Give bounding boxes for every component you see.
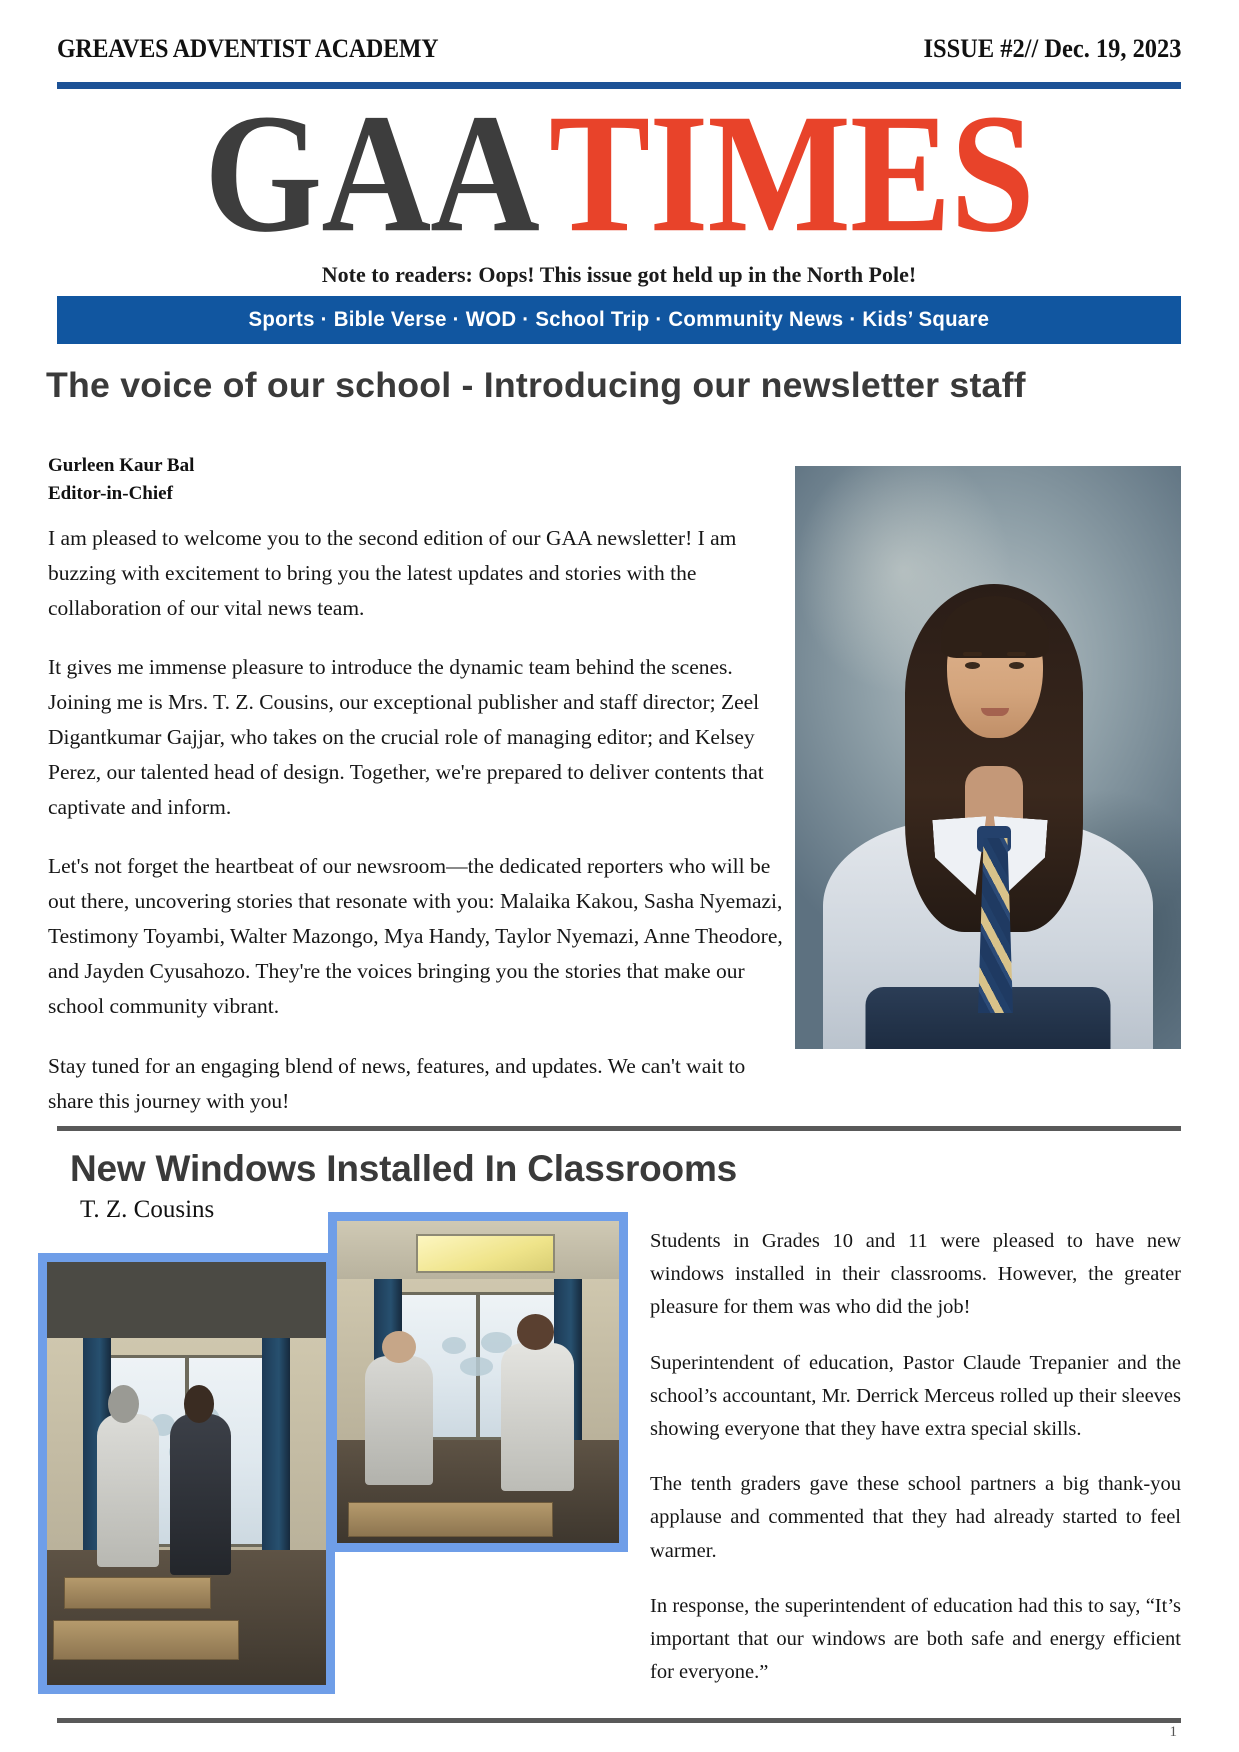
scene-person-a [365,1356,433,1485]
portrait-eye-right [1009,662,1024,669]
article2-photo-left-image [47,1262,326,1685]
section-nav-items: Sports · Bible Verse · WOD · School Trip · Community News · Kids’ Square [248,308,990,331]
scene-snow [460,1357,493,1375]
classroom-scene-right [337,1221,619,1543]
article1-byline-role: Editor-in-Chief [48,482,173,504]
scene-person-b [170,1414,231,1575]
article2-body-column [650,1225,1181,1711]
portrait-striped-tie [978,838,1013,1013]
article2-paragraph: Superintendent of education, Pastor Claude Trepanier and the school’s accountant, Mr. Derrick Merceus rolled up their sleeves showing everyone that they have extra special skills. [650,1351,1181,1441]
portrait-eye-left [965,662,980,669]
article2-paragraph: The tenth graders gave these school partners a big thank-you applause and commented that they had already started to feel warmer. [650,1473,1181,1562]
article2-paragraph: Students in Grades 10 and 11 were pleased to have new windows installed in their classrooms. However, the greater pleasure for them was who did the job! [650,1230,1181,1319]
article2-headline: New Windows Installed In Classrooms [70,1148,738,1189]
portrait-mouth [981,708,1009,716]
article1-portrait-photo [795,466,1181,1049]
article1-paragraph: Stay tuned for an engaging blend of news, features, and updates. We can't wait to share this journey with you! [48,1053,746,1113]
article2-photo-right-image [337,1221,619,1543]
scene-person-b-head [184,1385,215,1423]
school-name: GREAVES ADVENTIST ACADEMY [57,34,439,63]
article2-byline-name: T. Z. Cousins [80,1196,215,1223]
section-divider [57,1126,1181,1131]
portrait-eyebrow-left [963,652,982,656]
scene-snow [442,1337,466,1354]
footer-divider [57,1718,1181,1723]
portrait-eyebrow-right [1007,652,1026,656]
scene-person-a [97,1414,158,1566]
scene-desk-2 [64,1577,211,1609]
scene-person-b-head [517,1314,554,1349]
article1-byline-name: Gurleen Kaur Bal [48,455,195,476]
section-nav-bar [57,296,1181,344]
article1-paragraph: Let's not forget the heartbeat of our newsroom—the dedicated reporters who will be out there, uncovering stories that resonate with you: Malaika Kakou, Sasha Nyemazi, Testimony Toyambi, Walter Mazongo, Mya Handy, Taylor Nyemazi, Anne Theodore, and Jayden Cyusahozo. They're the voices bringing you the stories that make our school community vibrant. [48,854,783,1019]
article2-photo-right [328,1212,628,1552]
scene-curtain-right [262,1338,290,1550]
masthead-logo [57,79,1181,268]
article1-headline: The voice of our school - Introducing our newsletter staff [46,366,1026,405]
masthead-top-row [57,34,1181,64]
scene-person-b [501,1343,574,1491]
scene-person-a-head [108,1385,139,1423]
article1-paragraph: I am pleased to welcome you to the second edition of our GAA newsletter! I am buzzing with excitement to bring you the latest updates and stories with the collaboration of our vital news team. [48,526,737,621]
logo-text-gaa: GAA [204,79,539,268]
scene-desk-1 [348,1502,553,1536]
article2-photo-left [38,1253,335,1694]
scene-desk-1 [53,1620,239,1660]
issue-date-line: ISSUE #2// Dec. 19, 2023 [922,34,1181,63]
classroom-scene-left [47,1262,326,1685]
logo-text-times: TIMES [548,79,1034,268]
article1-body-column [48,452,786,1143]
scene-person-a-head [382,1331,416,1363]
article1-paragraph: It gives me immense pleasure to introduce the dynamic team behind the scenes. Joining me is Mrs. T. Z. Cousins, our exceptional publisher and staff director; Zeel Digantkumar Gajjar, who takes on the crucial role of managing editor; and Kelsey Perez, our talented head of design. Together, we're prepared to deliver contents that captivate and inform. [48,655,764,820]
page-number: 1 [1169,1724,1177,1740]
note-to-readers: Note to readers: Oops! This issue got held up in the North Pole! [321,262,917,287]
article2-paragraph: In response, the superintendent of education had this to say, “It’s important that our windows are both safe and energy efficient for everyone.” [650,1594,1181,1684]
scene-ceiling-light [416,1234,555,1273]
